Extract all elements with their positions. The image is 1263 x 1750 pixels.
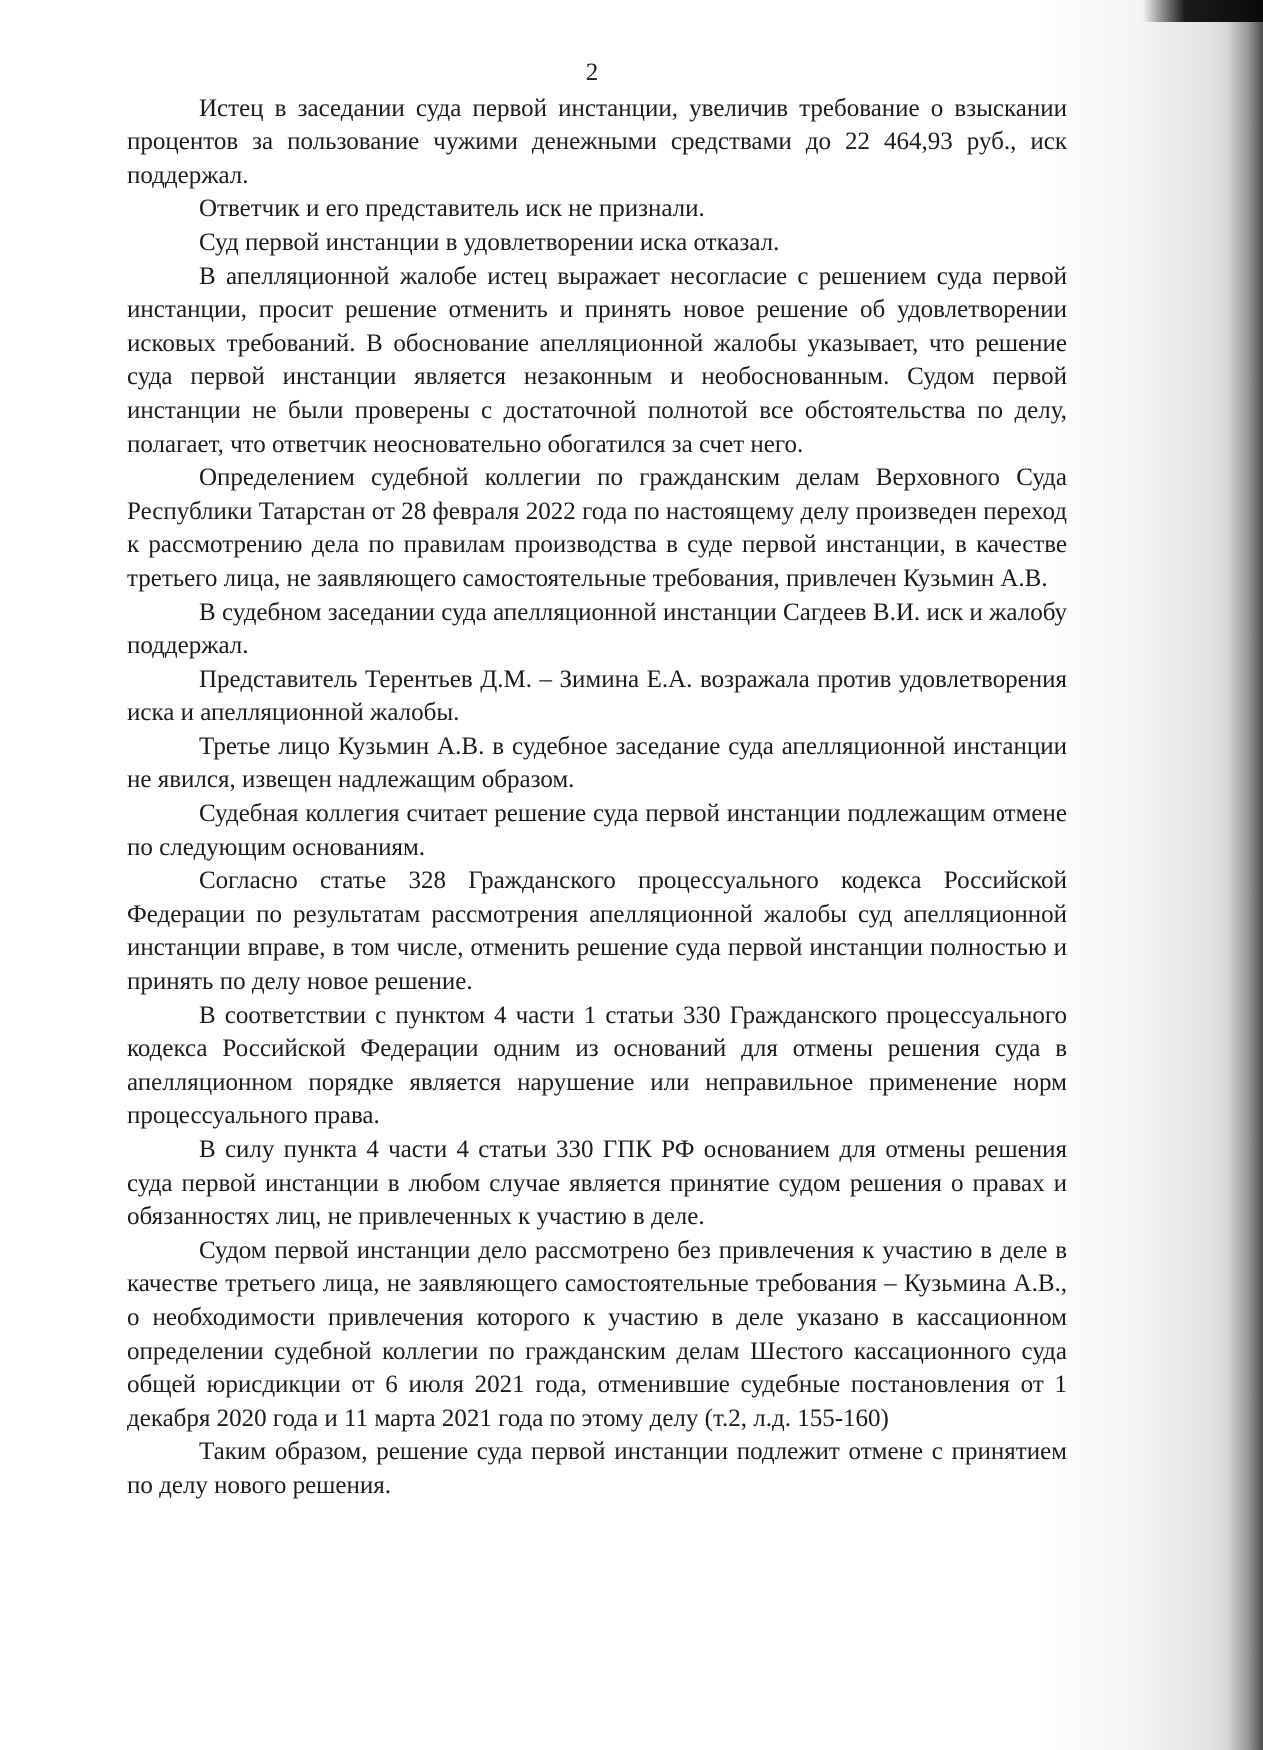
document-body [127, 56, 1067, 1503]
paragraph-7: Представитель Терентьев Д.М. – Зимина Е.А. возражала против удовлетворения иска и апелляционной жалобы. [127, 665, 1067, 727]
paragraph-2: Ответчик и его представитель иск не признали. [199, 195, 705, 223]
paragraph-12: В силу пункта 4 части 4 статьи 330 ГПК РФ основанием для отмены решения суда первой инстанции в любом случае является принятие судом решения о правах и обязанностях лиц, не привлеченных к участию в деле. [127, 1136, 1067, 1231]
paragraph-6: В судебном заседании суда апелляционной инстанции Сагдеев В.И. иск и жалобу поддержал. [127, 598, 1067, 660]
paragraph-10: Согласно статье 328 Гражданского процессуального кодекса Российской Федерации по результатам рассмотрения апелляционной жалобы суд апелляционной инстанции вправе, в том числе, отменить решение суда первой инстанции полностью и принять по делу новое решение. [127, 867, 1067, 996]
paragraph-14: Таким образом, решение суда первой инстанции подлежит отмене с принятием по делу нового решения. [127, 1438, 1067, 1499]
paragraph-1: Истец в заседании суда первой инстанции, увеличив требование о взыскании процентов за пользование чужими денежными средствами до 22 464,93 руб., иск поддержал. [127, 94, 1067, 189]
paragraph-5: Определением судебной коллегии по гражданским делам Верховного Суда Республики Татарстан от 28 февраля 2022 года по настоящему делу произведен переход к рассмотрению дела по правилам производства в суде первой инстанции, в качестве третьего лица, не заявляющего самостоятельные требования, привлечен Кузьмин А.В. [127, 464, 1067, 592]
paragraph-8: Третье лицо Кузьмин А.В. в судебное заседание суда апелляционной инстанции не явился, извещен надлежащим образом. [127, 732, 1067, 794]
paragraph-11: В соответствии с пунктом 4 части 1 статьи 330 Гражданского процессуального кодекса Российской Федерации одним из оснований для отмены решения суда в апелляционном порядке является нарушение или неправильное применение норм процессуального права. [127, 1001, 1067, 1130]
paragraph-3: Суд первой инстанции в удовлетворении иска отказал. [199, 228, 780, 256]
scan-dark-corner [1143, 0, 1263, 22]
scan-shadow-edge [1227, 0, 1263, 1750]
page-number: 2 [585, 59, 599, 86]
paragraph-4: В апелляционной жалобе истец выражает несогласие с решением суда первой инстанции, просит решение отменить и принять новое решение об удовлетворении исковых требований. В обоснование апелляционной жалобы указывает, что решение суда первой инстанции является незаконным и необоснованным. Судом первой инстанции не были проверены с достаточной полнотой все обстоятельства по делу, полагает, что ответчик неосновательно обогатился за счет него. [127, 262, 1067, 458]
paragraph-9: Судебная коллегия считает решение суда первой инстанции подлежащим отмене по следующим основаниям. [127, 800, 1067, 861]
paragraph-13: Судом первой инстанции дело рассмотрено без привлечения к участию в деле в качестве третьего лица, не заявляющего самостоятельные требования – Кузьмина А.В., о необходимости привлечения которого к участию в деле указано в кассационном определении судебной коллегии по гражданским делам Шестого кассационного суда общей юрисдикции от 6 июля 2021 года, отменившие судебные постановления от 1 декабря 2020 года и 11 марта 2021 года по этому делу (т.2, л.д. 155-160) [127, 1236, 1067, 1432]
